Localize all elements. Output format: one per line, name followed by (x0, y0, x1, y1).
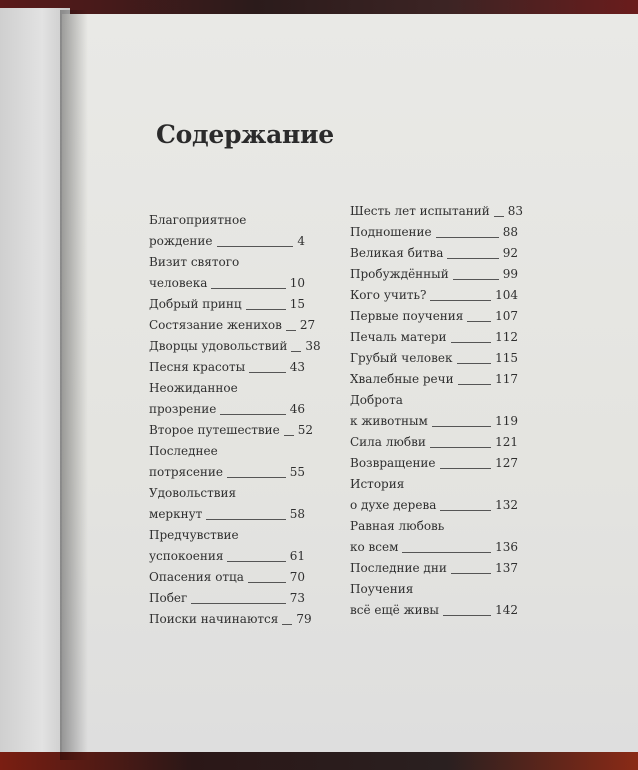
toc-leader-line (191, 602, 285, 604)
toc-leader-line (227, 476, 286, 478)
toc-entry (350, 222, 518, 243)
toc-page-number: 92 (502, 246, 518, 260)
toc-leader-line (494, 215, 504, 217)
toc-entry-title: Сила любви (350, 435, 426, 449)
toc-entry-row (350, 201, 524, 222)
toc-page-number: 27 (299, 318, 316, 332)
toc-entry (350, 285, 518, 306)
toc-entry-row (149, 588, 305, 609)
toc-entry-row (149, 546, 305, 567)
spine-shadow (60, 10, 88, 760)
toc-entry (350, 264, 518, 285)
toc-entry (149, 210, 305, 252)
toc-page-number: 115 (495, 351, 518, 365)
toc-entry (149, 336, 321, 357)
toc-entry-title-line1: Неожиданное (149, 381, 238, 395)
toc-page-number: 112 (495, 330, 518, 344)
toc-page-number: 117 (495, 372, 518, 386)
toc-page-number: 127 (495, 456, 518, 470)
toc-page-number: 10 (289, 276, 305, 290)
toc-entry-row (350, 369, 518, 390)
toc-page-number: 136 (495, 540, 518, 554)
toc-entry (149, 441, 305, 483)
toc-page-number: 61 (289, 549, 305, 563)
toc-leader-line (440, 467, 492, 469)
toc-page-number: 46 (289, 402, 305, 416)
toc-entry-row (350, 327, 518, 348)
toc-leader-line (402, 551, 491, 553)
toc-page-number: 58 (289, 507, 305, 521)
toc-entry-title: Шесть лет испытаний (350, 204, 490, 218)
toc-entry-row (350, 495, 518, 516)
toc-entry (149, 567, 305, 588)
toc-page-number: 70 (289, 570, 305, 584)
toc-entry-title: Первые поучения (350, 309, 464, 323)
toc-leader-line (451, 572, 491, 574)
toc-entry-title: рождение (149, 234, 213, 248)
toc-column-left (149, 210, 321, 630)
toc-entry-title: ко всем (350, 540, 399, 554)
toc-page-number: 73 (289, 591, 305, 605)
toc-entry-title: к животным (350, 414, 428, 428)
toc-entry-row (350, 285, 518, 306)
toc-entry (350, 327, 518, 348)
toc-entry-row (149, 315, 316, 336)
toc-entry (350, 558, 518, 579)
toc-entry-row (350, 348, 518, 369)
toc-entry-row (149, 336, 321, 357)
toc-entry-title: Поиски начинаются (149, 612, 279, 626)
toc-leader-line (453, 278, 499, 280)
toc-entry-row (149, 462, 305, 483)
toc-entry (149, 378, 305, 420)
toc-leader-line (440, 509, 491, 511)
toc-entry-row (149, 357, 305, 378)
book-edge-bottom (0, 752, 638, 770)
toc-leader-line (282, 623, 292, 625)
toc-leader-line (246, 308, 286, 310)
toc-leader-line (249, 371, 286, 373)
toc-entry-row (350, 243, 518, 264)
toc-entry (149, 609, 312, 630)
toc-entry-row (149, 273, 305, 294)
toc-entry-title: Хвалебные речи (350, 372, 454, 386)
toc-entry-title-line1: Предчувствие (149, 528, 239, 542)
toc-entry (149, 420, 314, 441)
toc-leader-line (217, 245, 294, 247)
toc-entry-title: Возвращение (350, 456, 436, 470)
toc-entry-row (350, 537, 518, 558)
toc-leader-line (447, 257, 498, 259)
toc-page-number: 137 (495, 561, 518, 575)
toc-leader-line (467, 320, 491, 322)
toc-leader-line (220, 413, 285, 415)
toc-entry (149, 588, 305, 609)
toc-entry-title-line1: История (350, 477, 405, 491)
toc-entry (149, 357, 305, 378)
toc-entry-title: Подношение (350, 225, 432, 239)
toc-entry-row (149, 504, 305, 525)
toc-entry (149, 525, 305, 567)
toc-page-number: 88 (502, 225, 518, 239)
toc-entry-row (350, 222, 518, 243)
toc-entry-row (149, 420, 314, 441)
toc-entry (149, 315, 316, 336)
toc-page-number: 38 (305, 339, 321, 353)
toc-entry-title: меркнут (149, 507, 203, 521)
toc-entry-title-line1: Благоприятное (149, 213, 247, 227)
toc-entry-title: Песня красоты (149, 360, 246, 374)
page-title: Содержание (156, 120, 334, 149)
toc-entry-title: прозрение (149, 402, 217, 416)
toc-entry (149, 483, 305, 525)
toc-entry (350, 243, 518, 264)
toc-entry-title: Великая битва (350, 246, 444, 260)
toc-leader-line (284, 434, 294, 436)
toc-entry-row (149, 399, 305, 420)
toc-entry-title: Последние дни (350, 561, 447, 575)
toc-entry (350, 579, 518, 621)
toc-entry-title: Печаль матери (350, 330, 447, 344)
toc-entry-row (149, 567, 305, 588)
toc-entry-title: Опасения отца (149, 570, 244, 584)
toc-page-number: 83 (507, 204, 524, 218)
toc-entry-title-line1: Удовольствия (149, 486, 237, 500)
toc-page-number: 121 (495, 435, 518, 449)
toc-leader-line (432, 425, 491, 427)
toc-entry-row (350, 411, 518, 432)
toc-entry-row (350, 306, 518, 327)
toc-page-number: 15 (289, 297, 305, 311)
toc-entry-title: всё ещё живы (350, 603, 439, 617)
toc-entry-title: человека (149, 276, 208, 290)
toc-leader-line (451, 341, 492, 343)
toc-entry (149, 252, 305, 294)
toc-entry-row (149, 609, 312, 630)
toc-leader-line (211, 287, 285, 289)
toc-leader-line (248, 581, 286, 583)
toc-page-number: 52 (297, 423, 314, 437)
toc-entry-row (350, 432, 518, 453)
toc-leader-line (286, 329, 296, 331)
toc-page-number: 119 (495, 414, 518, 428)
toc-column-right (350, 201, 524, 621)
toc-page-number: 99 (502, 267, 518, 281)
toc-leader-line (443, 614, 491, 616)
toc-page-number: 55 (289, 465, 305, 479)
toc-leader-line (458, 383, 492, 385)
toc-entry-row (350, 453, 518, 474)
toc-entry (350, 390, 518, 432)
toc-entry-title: Грубый человек (350, 351, 453, 365)
toc-entry-title: Кого учить? (350, 288, 427, 302)
toc-page-number: 107 (495, 309, 518, 323)
toc-page-number: 4 (297, 234, 305, 248)
toc-page-number: 142 (495, 603, 518, 617)
toc-entry-title: Добрый принц (149, 297, 242, 311)
toc-page-number: 79 (296, 612, 312, 626)
toc-entry-title-line1: Визит святого (149, 255, 240, 269)
toc-entry-row (149, 231, 305, 252)
toc-entry-row (350, 600, 518, 621)
toc-entry (350, 516, 518, 558)
toc-entry-title: Дворцы удовольствий (149, 339, 288, 353)
toc-entry-title-line1: Последнее (149, 444, 218, 458)
toc-entry-title-line1: Равная любовь (350, 519, 445, 533)
toc-entry (350, 348, 518, 369)
toc-page-number: 104 (495, 288, 518, 302)
toc-leader-line (430, 299, 491, 301)
toc-entry (149, 294, 305, 315)
toc-entry-title-line1: Доброта (350, 393, 403, 407)
toc-leader-line (457, 362, 492, 364)
toc-entry-title: Пробуждённый (350, 267, 449, 281)
toc-leader-line (227, 560, 285, 562)
toc-entry-title: Состязание женихов (149, 318, 282, 332)
toc-leader-line (430, 446, 491, 448)
toc-leader-line (206, 518, 285, 520)
toc-entry (350, 453, 518, 474)
toc-entry (350, 432, 518, 453)
toc-entry (350, 306, 518, 327)
toc-leader-line (436, 236, 499, 238)
toc-entry-title: Побег (149, 591, 188, 605)
toc-entry-title: успокоения (149, 549, 224, 563)
toc-entry-title: о духе дерева (350, 498, 437, 512)
toc-page-number: 132 (495, 498, 518, 512)
toc-entry-row (350, 558, 518, 579)
toc-entry-row (149, 294, 305, 315)
toc-page-number: 43 (289, 360, 305, 374)
toc-entry-row (350, 264, 518, 285)
toc-entry (350, 369, 518, 390)
toc-entry (350, 474, 518, 516)
toc-entry-title: Второе путешествие (149, 423, 280, 437)
toc-entry-title: потрясение (149, 465, 224, 479)
toc-entry-title-line1: Поучения (350, 582, 414, 596)
toc-entry (350, 201, 524, 222)
toc-leader-line (291, 350, 301, 352)
